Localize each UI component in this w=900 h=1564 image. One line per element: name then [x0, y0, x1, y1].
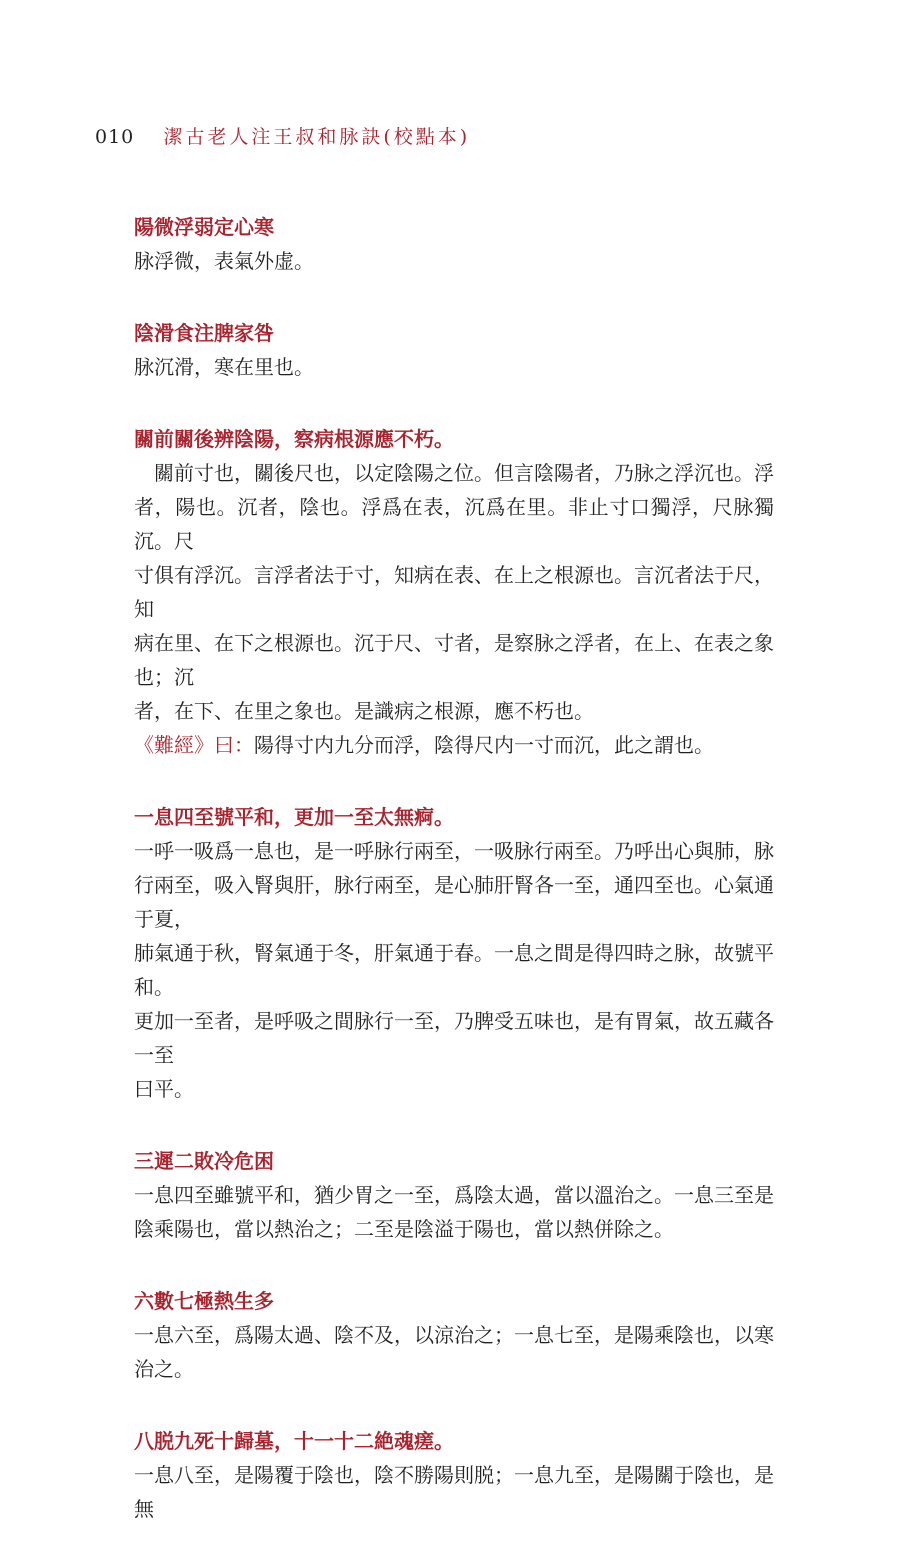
section-6 [134, 1284, 774, 1386]
page-number: 010 [95, 126, 135, 148]
commentary-line: 脉沉滑，寒在里也。 [134, 355, 314, 379]
commentary [134, 1458, 774, 1526]
verse-heading: 陽微浮弱定心寒 [134, 215, 274, 239]
quote-text: 陽得寸内九分而浮，陰得尺内一寸而沉，此之謂也。 [254, 733, 714, 757]
verse-heading: 陰滑食注脾家咎 [134, 321, 274, 345]
commentary-line: 寸俱有浮沉。言浮者法于寸，知病在表、在上之根源也。言沉者法于尺，知 [134, 563, 774, 621]
commentary-line: 更加一至者，是呼吸之間脉行一至，乃脾受五味也，是有胃氣，故五藏各一至 [134, 1009, 774, 1067]
commentary [134, 834, 774, 1106]
commentary-line: 者，在下、在里之象也。是識病之根源，應不朽也。 [134, 699, 594, 723]
verse-heading: 關前關後辨陰陽，察病根源應不朽。 [134, 427, 454, 451]
section-3 [134, 422, 774, 762]
verse-heading: 一息四至號平和，更加一至太無痾。 [134, 805, 454, 829]
section-5 [134, 1144, 774, 1246]
section-4 [134, 800, 774, 1106]
verse-heading: 三遲二敗冷危困 [134, 1149, 274, 1173]
commentary [134, 350, 774, 384]
section-2 [134, 316, 774, 384]
verse-heading: 六數七極熱生多 [134, 1289, 274, 1313]
commentary-line: 脉浮微，表氣外虚。 [134, 249, 314, 273]
page-header [95, 124, 470, 150]
page-body [134, 210, 774, 1564]
commentary [134, 1178, 774, 1246]
commentary-line: 一息六至，爲陽太過、陰不及，以涼治之；一息七至，是陽乘陰也，以寒治之。 [134, 1323, 774, 1381]
classic-quote [134, 728, 774, 762]
book-title: 潔古老人注王叔和脉訣(校點本) [163, 126, 471, 148]
commentary-line: 一息四至雖號平和，猶少胃之一至，爲陰太過，當以溫治之。一息三至是 [134, 1183, 774, 1207]
commentary-line: 一呼一吸爲一息也，是一呼脉行兩至，一吸脉行兩至。乃呼出心與肺，脉 [134, 839, 774, 863]
section-7 [134, 1424, 774, 1526]
commentary-line: 關前寸也，關後尺也，以定陰陽之位。但言陰陽者，乃脉之浮沉也。浮 [134, 461, 774, 485]
commentary-line: 病在里、在下之根源也。沉于尺、寸者，是察脉之浮者，在上、在表之象也；沉 [134, 631, 774, 689]
commentary-line: 一息八至，是陽覆于陰也，陰不勝陽則脱；一息九至，是陽關于陰也，是無 [134, 1463, 774, 1521]
commentary [134, 1318, 774, 1386]
commentary-line: 行兩至，吸入腎與肝，脉行兩至，是心肺肝腎各一至，通四至也。心氣通于夏， [134, 873, 774, 931]
commentary-line: 陰乘陽也，當以熱治之；二至是陰溢于陽也，當以熱併除之。 [134, 1217, 674, 1241]
commentary-line: 曰平。 [134, 1077, 194, 1101]
quote-source: 《難經》曰： [134, 733, 254, 757]
section-1 [134, 210, 774, 278]
verse-heading: 八脱九死十歸墓，十一十二絶魂瘥。 [134, 1429, 454, 1453]
commentary-line: 者，陽也。沉者，陰也。浮爲在表，沉爲在里。非止寸口獨浮，尺脉獨沉。尺 [134, 495, 774, 553]
commentary-line: 肺氣通于秋，腎氣通于冬，肝氣通于春。一息之間是得四時之脉，故號平和。 [134, 941, 774, 999]
commentary [134, 244, 774, 278]
commentary [134, 456, 774, 728]
